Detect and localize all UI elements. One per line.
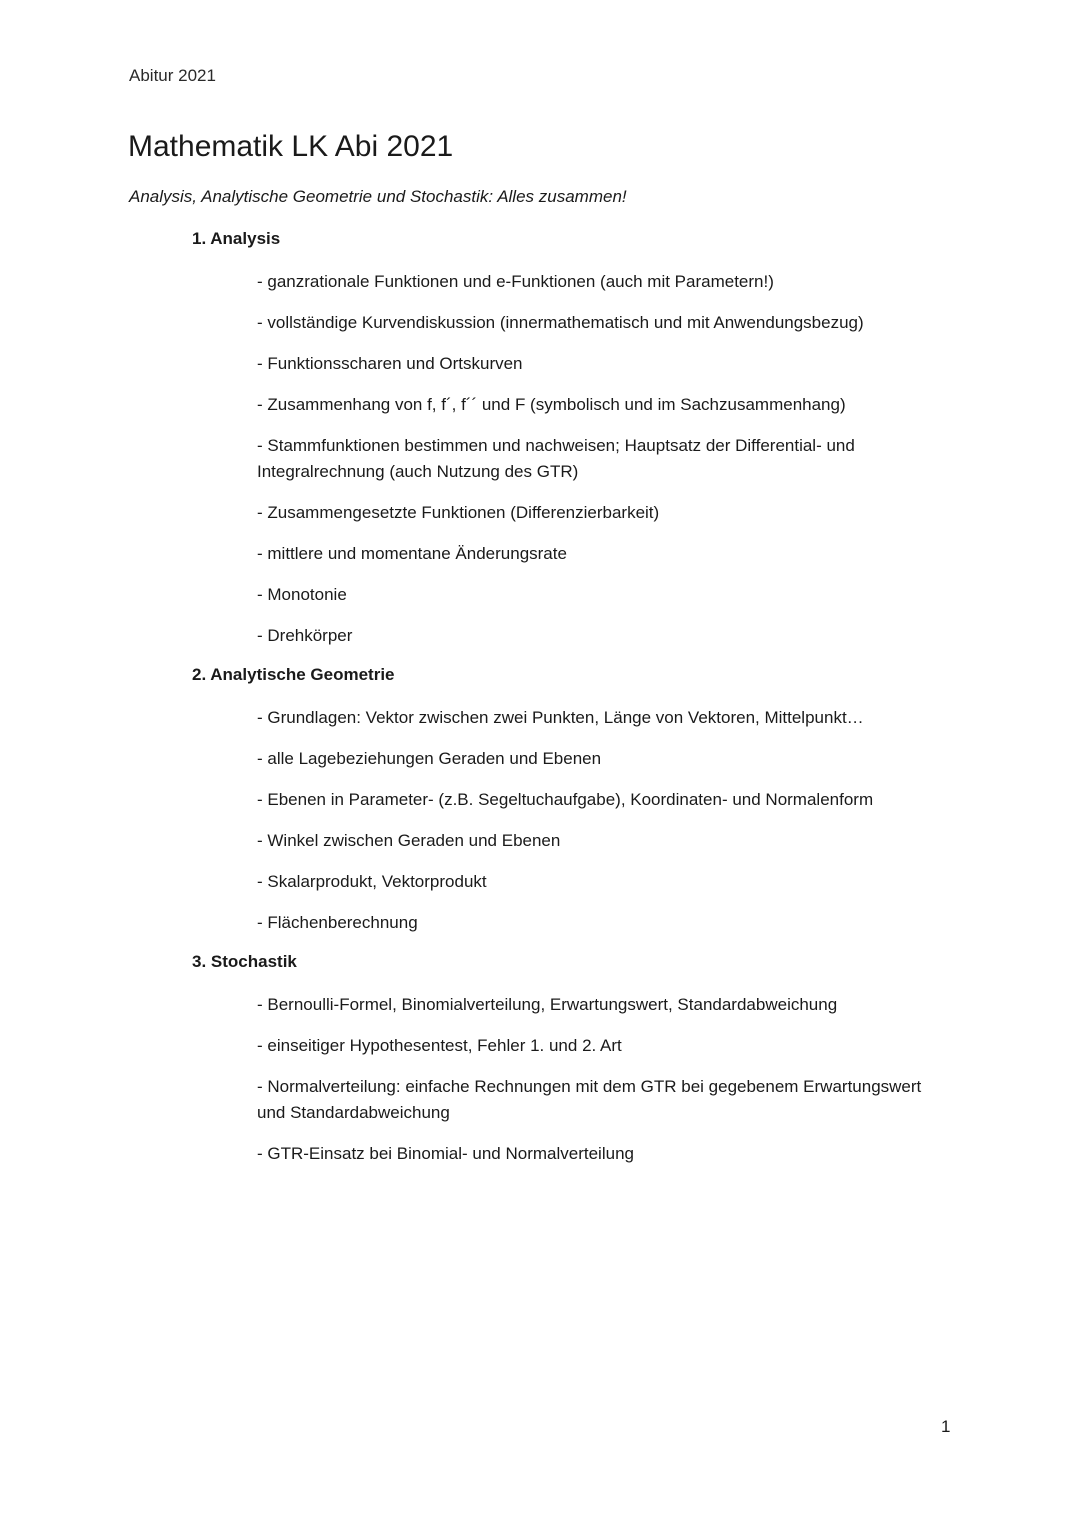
list-item: - Ebenen in Parameter- (z.B. Segeltuchaufgabe), Koordinaten- und Normalenform [257, 790, 874, 809]
topic-list [192, 705, 952, 936]
list-item: - Skalarprodukt, Vektorprodukt [257, 872, 487, 891]
list-item: - Winkel zwischen Geraden und Ebenen [257, 831, 561, 850]
list-item: - Zusammenhang von f, f´, f´´ und F (symbolisch und im Sachzusammenhang) [257, 395, 846, 414]
page-header: Abitur 2021 [129, 66, 216, 85]
page-number: 1 [941, 1417, 951, 1436]
list-item: - Flächenberechnung [257, 913, 418, 932]
section-heading: 1. Analysis [192, 229, 281, 248]
page-subtitle: Analysis, Analytische Geometrie und Stochastik: Alles zusammen! [129, 187, 627, 206]
list-item: - mittlere und momentane Änderungsrate [257, 544, 567, 563]
section-heading: 3. Stochastik [192, 952, 297, 971]
section-analysis [192, 228, 952, 649]
list-item: - Monotonie [257, 585, 347, 604]
list-item: - Zusammengesetzte Funktionen (Differenzierbarkeit) [257, 503, 660, 522]
section-analytische-geometrie [192, 664, 952, 936]
list-item: - Grundlagen: Vektor zwischen zwei Punkten, Länge von Vektoren, Mittelpunkt… [257, 708, 864, 727]
list-item: - einseitiger Hypothesentest, Fehler 1. und 2. Art [257, 1036, 622, 1055]
section-stochastik [192, 951, 952, 1167]
list-item: - Funktionsscharen und Ortskurven [257, 354, 523, 373]
list-item: - GTR-Einsatz bei Binomial- und Normalverteilung [257, 1144, 634, 1163]
list-item: - Bernoulli-Formel, Binomialverteilung, Erwartungswert, Standardabweichung [257, 995, 838, 1014]
topic-list [192, 992, 952, 1167]
topic-list [192, 269, 952, 649]
list-item: - Normalverteilung: einfache Rechnungen mit dem GTR bei gegebenem Erwartungswert und Standardabweichung [257, 1077, 922, 1122]
list-item: - Stammfunktionen bestimmen und nachweisen; Hauptsatz der Differential- und Integralrechnung (auch Nutzung des GTR) [257, 436, 855, 481]
document-body [192, 228, 952, 1182]
section-heading: 2. Analytische Geometrie [192, 665, 395, 684]
list-item: - ganzrationale Funktionen und e-Funktionen (auch mit Parametern!) [257, 272, 774, 291]
list-item: - alle Lagebeziehungen Geraden und Ebenen [257, 749, 602, 768]
page-title: Mathematik LK Abi 2021 [128, 130, 454, 163]
list-item: - Drehkörper [257, 626, 353, 645]
list-item: - vollständige Kurvendiskussion (innermathematisch und mit Anwendungsbezug) [257, 313, 864, 332]
